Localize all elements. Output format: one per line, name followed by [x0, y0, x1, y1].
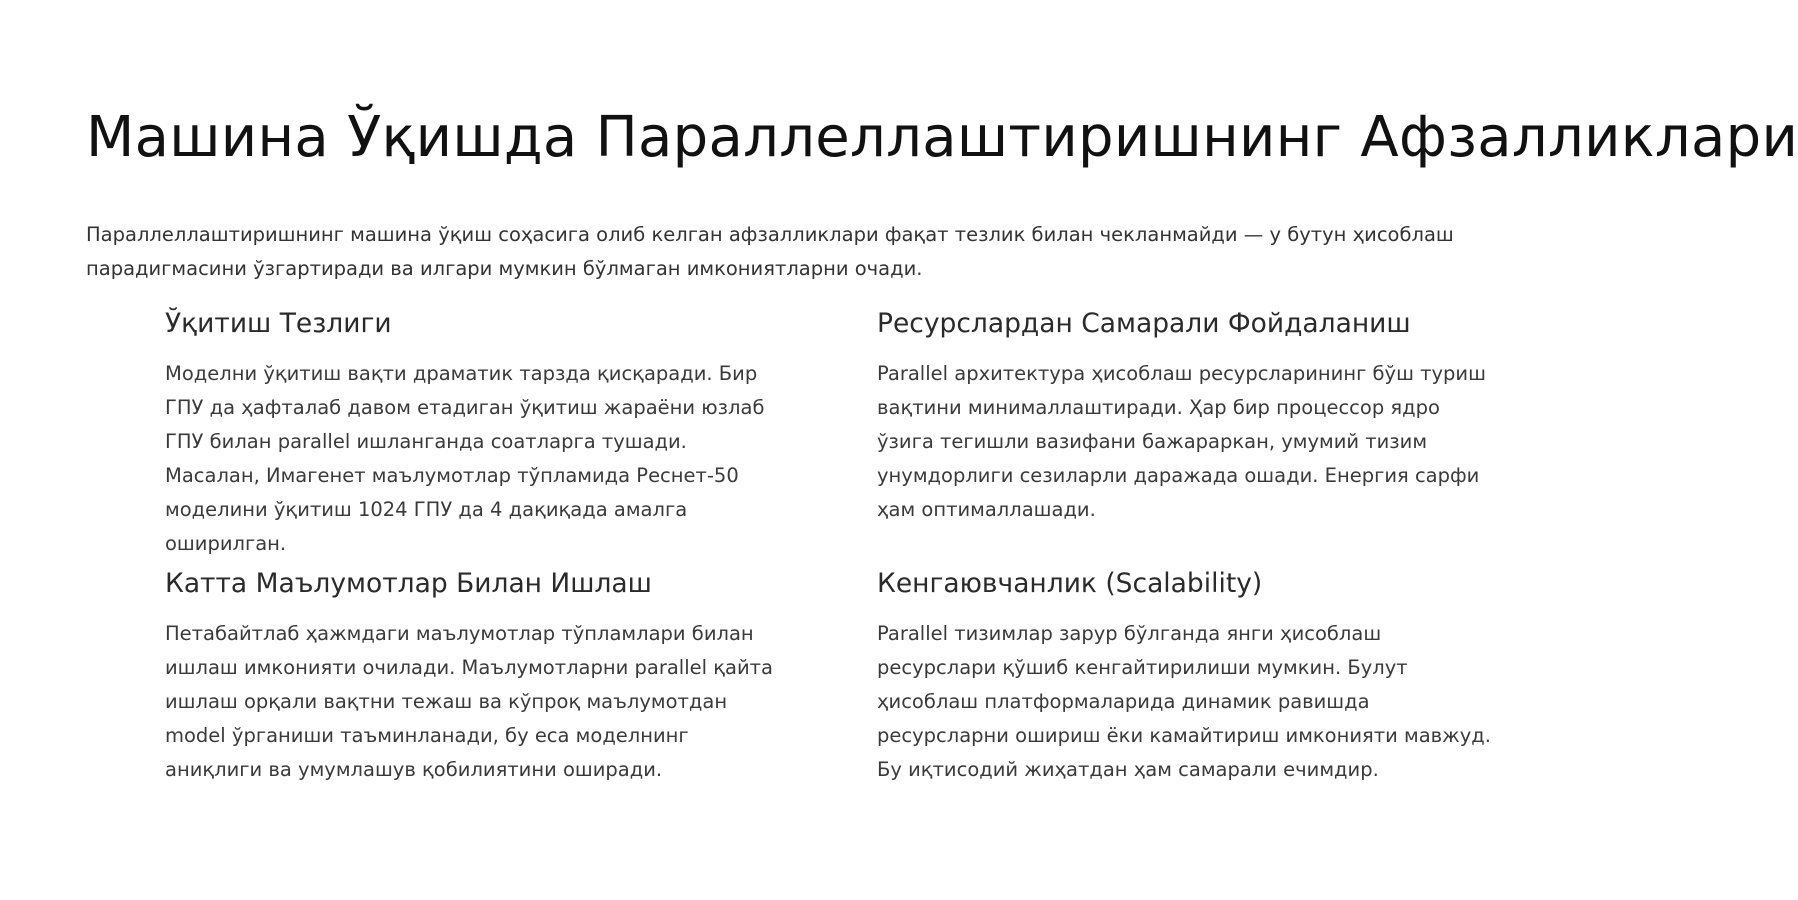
card-big-data: [165, 566, 775, 787]
card-heading: Кенгаювчанлик (Scalability): [877, 568, 1263, 599]
card-body: Parallel архитектура ҳисоблаш ресурсларининг бўш туриш вақтини минималлаштиради. Ҳар бир процессор ядро ўзига тегишли вазифани бажараркан, умумий тизим унумдорлиги сезиларли даражада ошади. Енергия сарфи ҳам оптималлашади.: [877, 362, 1486, 521]
card-body: Петабайтлаб ҳажмдаги маълумотлар тўпламлари билан ишлаш имконияти очилади. Маълумотларни parallel қайта ишлаш орқали вақтни тежаш ва кўпроқ маълумотдан model ўрганиши таъминланади, бу еса моделнинг аниқлиги ва умумлашув қобилиятини оширади.: [165, 622, 773, 781]
card-resource-efficiency: [877, 306, 1497, 527]
card-heading: Ресурслардан Самарали Фойдаланиш: [877, 308, 1411, 339]
card-body: Parallel тизимлар зарур бўлганда янги ҳисоблаш ресурслари қўшиб кенгайтирилиши мумкин. Булут ҳисоблаш платформаларида динамик равишда ресурсларни ошириш ёки камайтириш имконияти мавжуд. Бу иқтисодий жиҳатдан ҳам самарали ечимдир.: [877, 622, 1491, 781]
card-body: Моделни ўқитиш вақти драматик тарзда қисқаради. Бир ГПУ да ҳафталаб давом етадиган ўқитиш жараёни юзлаб ГПУ билан parallel ишланганда соатларга тушади. Масалан, Имагенет маълумотлар тўпламида Реснет-50 моделини ўқитиш 1024 ГПУ да 4 дақиқада амалга оширилган.: [165, 362, 765, 555]
card-training-speed: [165, 306, 775, 561]
intro-paragraph: Параллеллаштиришнинг машина ўқиш соҳасига олиб келган афзалликлари фақат тезлик билан чекланмайди — у бутун ҳисоблаш парадигмасини ўзгартиради ва илгари мумкин бўлмаган имкониятларни очади.: [86, 223, 1454, 280]
page-title: Машина Ўқишда Параллеллаштиришнинг Афзалликлари: [86, 105, 1798, 170]
card-heading: Катта Маълумотлар Билан Ишлаш: [165, 568, 652, 599]
card-scalability: [877, 566, 1497, 787]
card-heading: Ўқитиш Тезлиги: [165, 308, 392, 339]
